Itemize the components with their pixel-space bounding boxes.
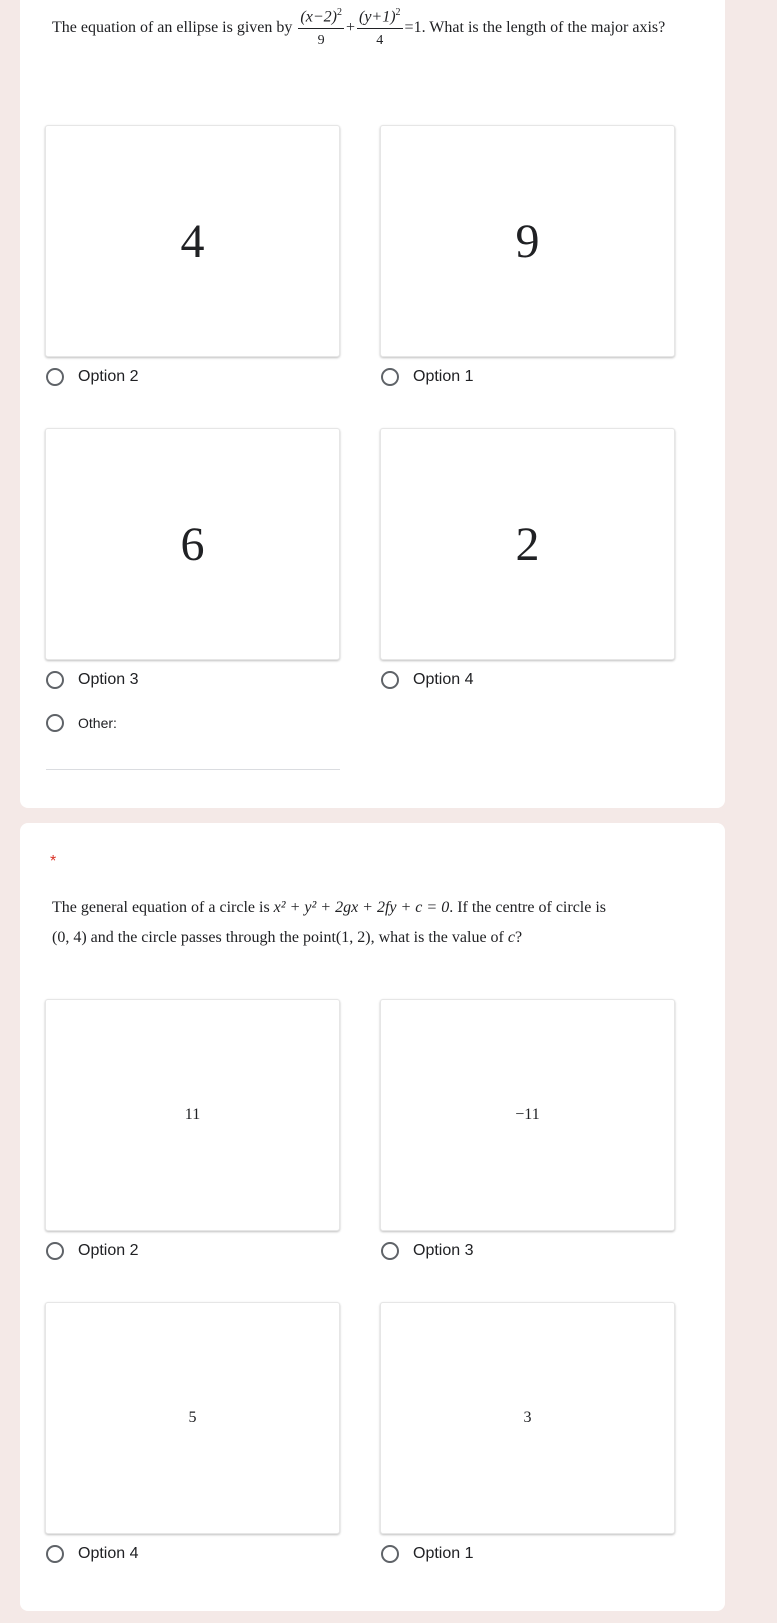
question-text-part: . If the centre of circle is xyxy=(449,899,607,916)
option-label: Option 2 xyxy=(78,368,139,385)
other-text-input[interactable] xyxy=(46,769,340,770)
answer-value: 3 xyxy=(523,1409,532,1426)
answer-image-tile[interactable] xyxy=(45,1302,340,1534)
equals-one: =1 xyxy=(404,18,422,36)
radio-option-2[interactable] xyxy=(46,368,138,386)
radio-circle-icon[interactable] xyxy=(381,368,399,386)
radio-circle-icon[interactable] xyxy=(381,1242,399,1260)
answer-value: −11 xyxy=(515,1106,540,1123)
answer-value: 9 xyxy=(515,214,540,268)
fraction-y-denominator: 4 xyxy=(376,33,384,49)
question-card-ellipse xyxy=(20,0,725,808)
plus-sign: + xyxy=(345,18,355,36)
radio-circle-icon[interactable] xyxy=(46,671,64,689)
question-text-part: The equation of an ellipse is given by xyxy=(52,18,293,36)
option-label: Option 1 xyxy=(413,1545,474,1562)
fraction-y xyxy=(357,8,403,48)
question-card-circle xyxy=(20,823,725,1611)
question-text-part: . What is the length of the major axis? xyxy=(421,18,666,36)
option-label: Option 3 xyxy=(78,671,139,688)
fraction-y-numerator: (y+1) xyxy=(358,8,396,26)
answer-image-tile[interactable] xyxy=(380,1302,675,1534)
variable-c: c xyxy=(507,929,515,946)
circle-equation: x² + y² + 2gx + 2fy + c = 0 xyxy=(273,899,450,916)
option-label: Option 2 xyxy=(78,1242,139,1259)
fraction-x-numerator: (x−2) xyxy=(300,8,337,26)
question-text-circle xyxy=(52,893,692,953)
centre-coordinates: (0, 4) xyxy=(52,929,87,946)
radio-circle-icon[interactable] xyxy=(381,671,399,689)
answer-value: 4 xyxy=(180,214,205,268)
radio-option-3[interactable] xyxy=(46,671,138,689)
radio-circle-icon[interactable] xyxy=(46,714,64,732)
radio-circle-icon[interactable] xyxy=(381,1545,399,1563)
radio-option-4[interactable] xyxy=(46,1545,138,1563)
answer-value: 2 xyxy=(515,517,540,571)
question-text-ellipse xyxy=(52,8,692,48)
answer-image-tile[interactable] xyxy=(45,999,340,1231)
answer-image-tile[interactable] xyxy=(380,125,675,357)
radio-option-1[interactable] xyxy=(381,368,473,386)
other-label: Other: xyxy=(78,715,117,731)
radio-option-2[interactable] xyxy=(46,1242,138,1260)
answer-value: 6 xyxy=(180,517,205,571)
answer-image-tile[interactable] xyxy=(380,428,675,660)
option-label: Option 4 xyxy=(413,671,474,688)
option-label: Option 3 xyxy=(413,1242,474,1259)
answer-image-tile[interactable] xyxy=(380,999,675,1231)
radio-option-1[interactable] xyxy=(381,1545,473,1563)
question-text-part: The general equation of a circle is xyxy=(52,899,274,916)
radio-circle-icon[interactable] xyxy=(46,368,64,386)
answer-value: 11 xyxy=(184,1106,201,1123)
radio-circle-icon[interactable] xyxy=(46,1545,64,1563)
option-label: Option 1 xyxy=(413,368,474,385)
required-asterisk: * xyxy=(50,853,57,870)
fraction-x-denominator: 9 xyxy=(317,33,325,49)
question-text-part: , what is the value of xyxy=(370,929,508,946)
radio-option-3[interactable] xyxy=(381,1242,473,1260)
exponent: 2 xyxy=(395,7,401,18)
answer-value: 5 xyxy=(188,1409,197,1426)
radio-option-4[interactable] xyxy=(381,671,473,689)
question-mark: ? xyxy=(514,929,523,946)
option-label: Option 4 xyxy=(78,1545,139,1562)
radio-circle-icon[interactable] xyxy=(46,1242,64,1260)
radio-option-other[interactable] xyxy=(46,714,117,732)
fraction-x xyxy=(298,8,344,48)
answer-image-tile[interactable] xyxy=(45,428,340,660)
exponent: 2 xyxy=(336,7,342,18)
answer-image-tile[interactable] xyxy=(45,125,340,357)
question-text-part: and the circle passes through the point xyxy=(86,929,336,946)
point-coordinates: (1, 2) xyxy=(335,929,371,946)
